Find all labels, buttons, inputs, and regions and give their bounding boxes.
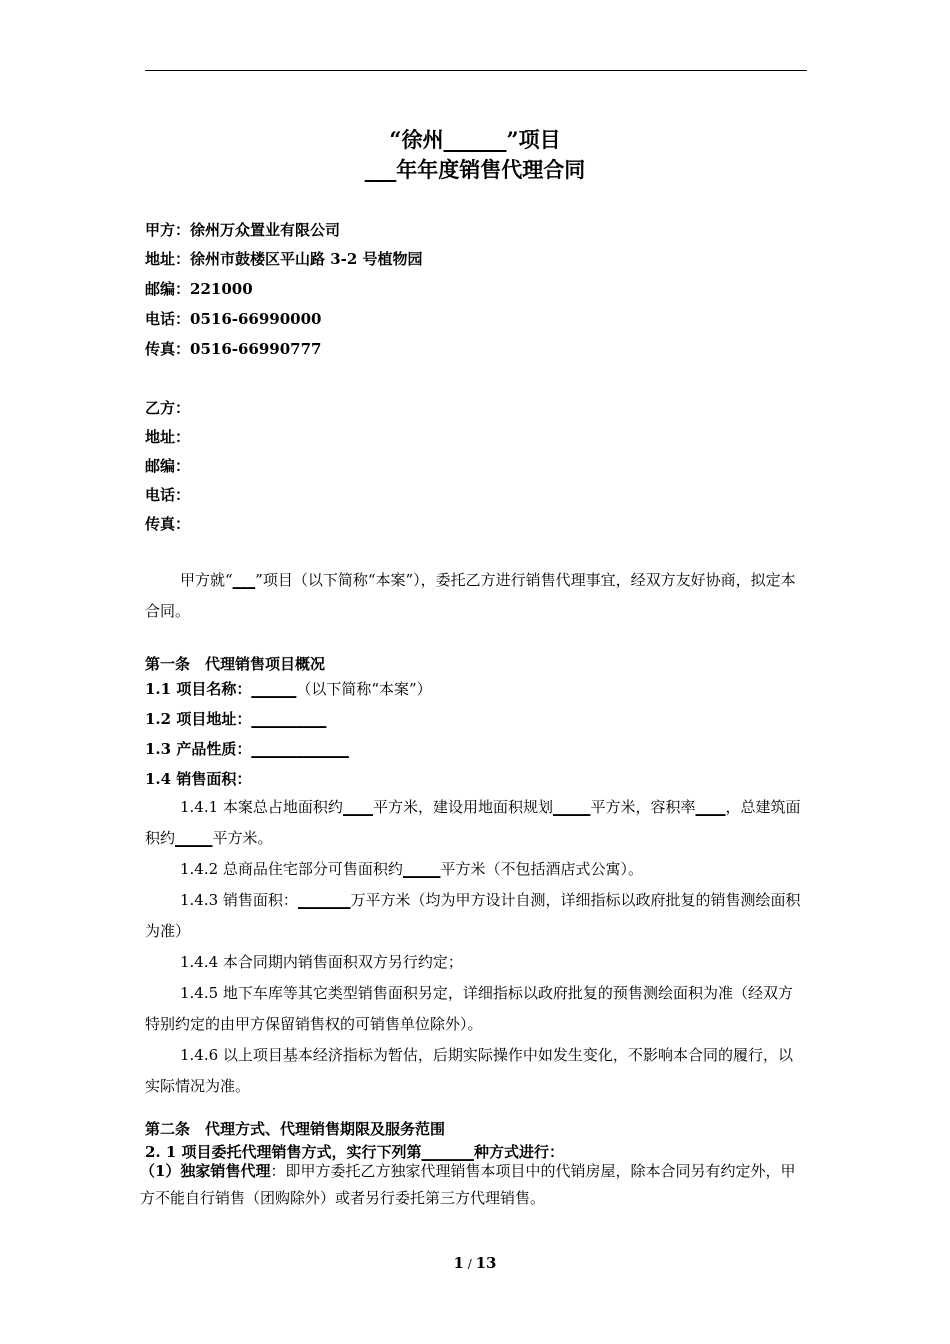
item-2-1-b: 种方式进行： [474, 1143, 565, 1161]
party-a-phone [145, 308, 322, 329]
party-b-address-label: 地址： [145, 428, 191, 446]
intro-part2: ”项目（以下简称“本案”），委托乙方进行销售代理事宜，经双方友好协商，拟定本合同。 [145, 571, 796, 620]
party-a-phone-label: 电话： [145, 310, 191, 328]
item-1-3-label: 1.3 产品性质： [145, 740, 252, 758]
item-1-4-6: 1.4.6 以上项目基本经济指标为暂估，后期实际操作中如发生变化，不影响本合同的履行，以实际情况为准。 [145, 1046, 793, 1095]
p143-c: 万平方米（均为甲方设计自测，详细指标以政府批复的销售测绘面积为准） [145, 891, 801, 940]
subtitle-rest: 年年度销售代理合同 [396, 157, 586, 182]
party-a-phone-value: 0516-66990000 [190, 310, 322, 328]
article2-p1-rest: ：即甲方委托乙方独家代理销售本项目中的代销房屋，除本合同另有约定外，甲方不能自行销售（团购除外）或者另行委托第三方代理销售。 [140, 1162, 796, 1207]
item-1-3 [145, 738, 349, 759]
party-a-name [145, 219, 340, 240]
article2-heading: 第二条 代理方式、代理销售期限及服务范围 [145, 1120, 446, 1138]
p142-blank: _____ [402, 860, 441, 878]
item-1-4-1 [145, 792, 807, 854]
party-a-postcode [145, 278, 253, 299]
party-b-fax-label: 传真： [145, 515, 191, 533]
party-b-name-label: 乙方： [145, 399, 191, 417]
p141-e: 平方米。 [212, 829, 273, 847]
p141-b: 平方米，建设用地面积规划 [372, 798, 553, 816]
p143-blank: _______ [297, 891, 351, 909]
party-a-address-value: 徐州市鼓楼区平山路 3-2 号植物园 [190, 250, 423, 268]
item-1-1 [145, 678, 432, 699]
item-1-2-label: 1.2 项目地址： [145, 710, 252, 728]
contract-title [0, 124, 950, 154]
intro-paragraph [145, 565, 807, 627]
party-a-fax-label: 传真： [145, 340, 191, 358]
page-separator: / [463, 1257, 476, 1271]
item-1-2 [145, 708, 326, 729]
p142-a: 1.4.2 总商品住宅部分可售面积约 [180, 860, 403, 878]
party-a-address-label: 地址： [145, 250, 191, 268]
article2-p1-bold: （1）独家销售代理 [140, 1162, 271, 1180]
item-1-1-blank: ______ [251, 680, 297, 698]
title-blank: ______ [443, 127, 507, 152]
header-rule [145, 70, 807, 71]
party-a-name-label: 甲方： [145, 221, 191, 239]
party-a-postcode-value: 221000 [190, 280, 253, 298]
page-total: 13 [475, 1254, 497, 1272]
subtitle-blank: ___ [364, 157, 397, 182]
item-1-4-label: 1.4 销售面积： [145, 770, 252, 788]
p141-a: 1.4.1 本案总占地面积约 [180, 798, 343, 816]
intro-part1: 甲方就“ [180, 571, 233, 589]
item-1-4-4: 1.4.4 本合同期内销售面积双方另行约定； [180, 953, 463, 971]
item-1-1-note: （以下简称“本案”） [296, 680, 432, 698]
p143-a: 1.4.3 销售面积： [180, 891, 298, 909]
page-number [0, 1254, 950, 1272]
item-2-1-blank: _______ [421, 1143, 475, 1161]
item-1-1-label: 1.1 项目名称： [145, 680, 252, 698]
p141-c: 平方米，容积率 [590, 798, 696, 816]
item-1-3-blank: _____________ [251, 740, 349, 758]
p141-blank2: _____ [552, 798, 591, 816]
p142-c: 平方米（不包括酒店式公寓）。 [440, 860, 643, 878]
article1-subitems [145, 792, 807, 1102]
item-1-4-2 [145, 854, 807, 885]
p141-blank1: ____ [342, 798, 373, 816]
party-a-postcode-label: 邮编： [145, 280, 191, 298]
party-b-phone-label: 电话： [145, 486, 191, 504]
article1-heading: 第一条 代理销售项目概况 [145, 655, 326, 673]
item-1-2-blank: __________ [251, 710, 327, 728]
intro-blank: ___ [232, 571, 256, 589]
article2-para1 [140, 1158, 807, 1212]
party-a-name-value: 徐州万众置业有限公司 [190, 221, 341, 239]
party-a-fax-value: 0516-66990777 [190, 340, 322, 358]
party-a-address [145, 248, 423, 269]
item-1-4-3 [145, 885, 807, 947]
party-a-fax [145, 338, 322, 359]
p141-d: ，总建筑面积约 [145, 798, 801, 847]
p141-blank3: ____ [695, 798, 726, 816]
contract-subtitle [0, 154, 950, 184]
item-1-4-5: 1.4.5 地下车库等其它类型销售面积另定，详细指标以政府批复的预售测绘面积为准（经双方特别约定的由甲方保留销售权的可销售单位除外）。 [145, 984, 793, 1033]
page-current: 1 [453, 1254, 464, 1272]
item-2-1-a: 2. 1 项目委托代理销售方式，实行下列第 [145, 1143, 422, 1161]
p141-blank4: _____ [175, 829, 213, 847]
title-open: “徐州 [389, 127, 444, 152]
party-b-postcode-label: 邮编： [145, 457, 191, 475]
title-close: ”项目 [506, 127, 561, 152]
